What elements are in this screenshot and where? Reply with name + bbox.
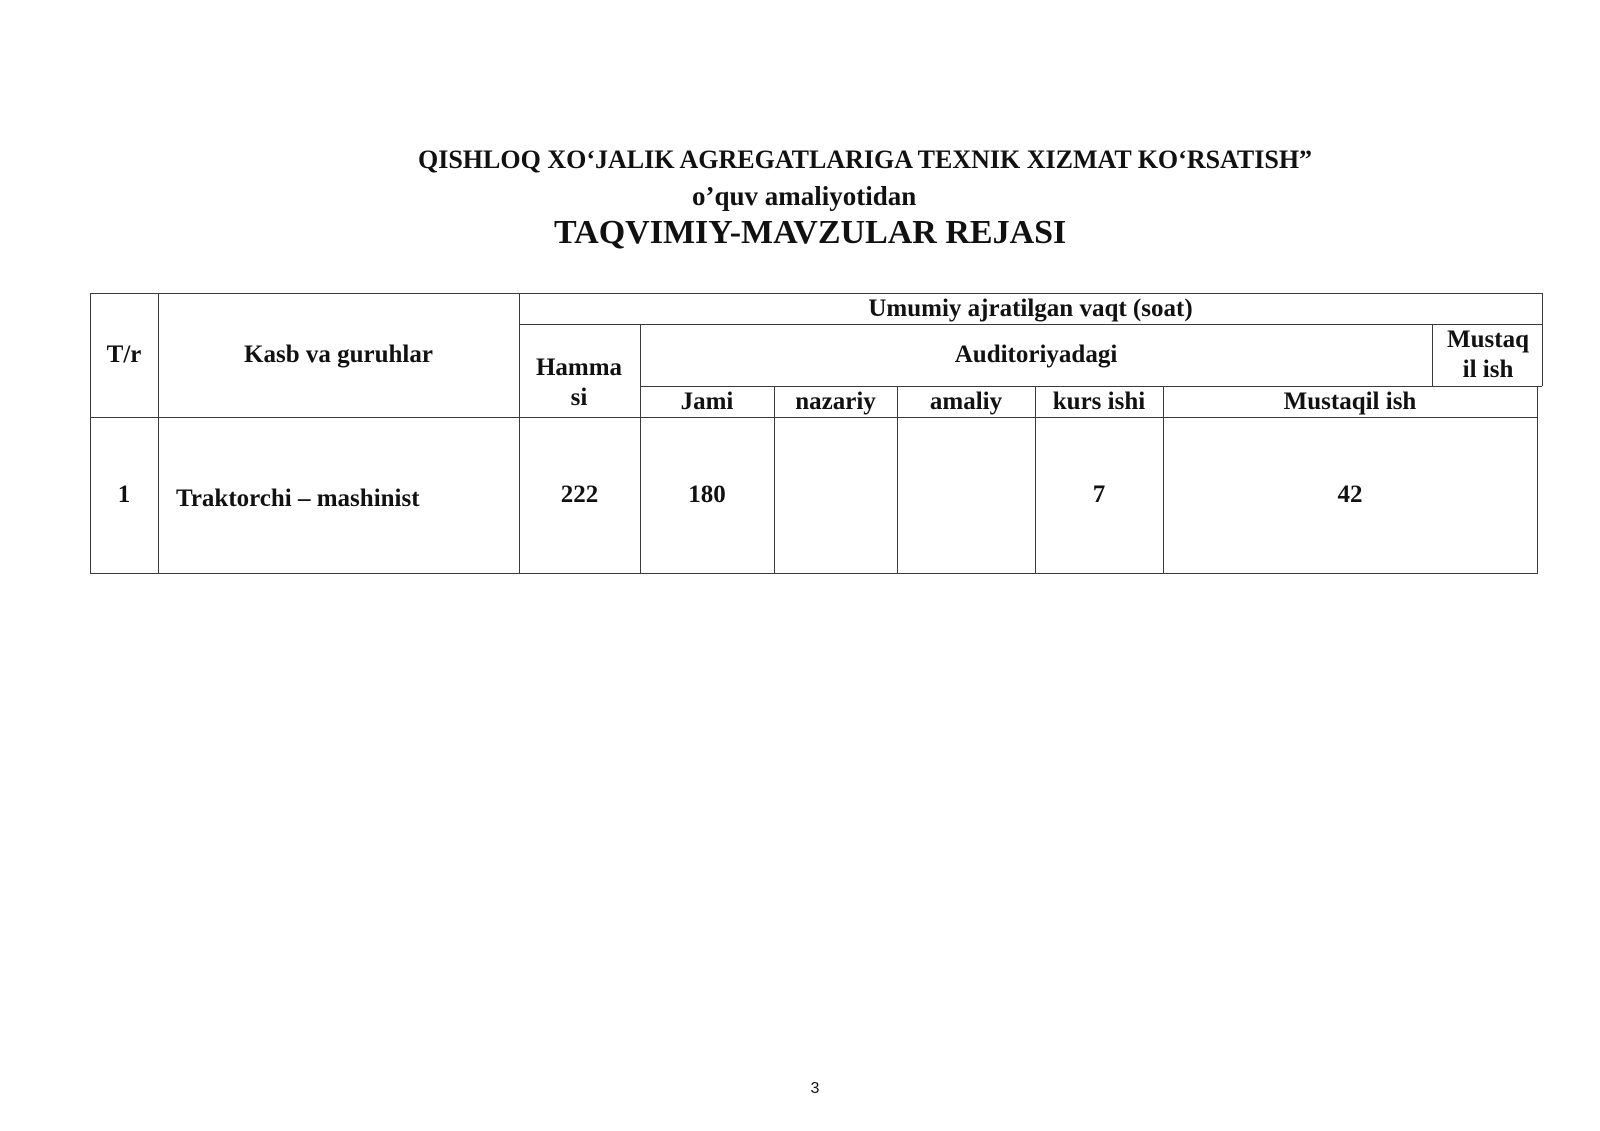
header-mustaqil-ish: Mustaqil ish (1283, 387, 1417, 415)
header-tr: T/r (106, 341, 142, 368)
cell-amaliy (897, 417, 1035, 573)
cell-jami: 180 (688, 481, 726, 508)
cell-kasb: Traktorchi – mashinist (176, 485, 420, 512)
table-border-right-upper (1542, 293, 1543, 386)
header-nazariy: nazariy (795, 387, 876, 415)
table-border-right-lower (1537, 386, 1538, 574)
cell-nazariy (774, 417, 897, 573)
table-line-before-mustaqil-top (1432, 324, 1433, 386)
header-jami: Jami (680, 387, 734, 415)
cell-mustaqil-ish: 42 (1337, 481, 1363, 508)
page-number: 3 (810, 1080, 820, 1097)
header-hammasi: Hamma si (535, 353, 623, 411)
document-title-main: TAQVIMIY-MAVZULAR REJASI (554, 214, 1067, 251)
header-umumiy-ajratilgan-vaqt: Umumiy ajratilgan vaqt (soat) (868, 294, 1193, 322)
header-kasb-va-guruhlar: Kasb va guruhlar (244, 341, 433, 368)
header-mustaqil-ish-top: Mustaq il ish (1447, 326, 1529, 383)
header-auditoriyadagi: Auditoriyadagi (954, 341, 1118, 368)
document-title-line1: QISHLOQ XO‘JALIK AGREGATLARIGA TEXNIK XIZMAT KO‘RSATISH” (418, 145, 1313, 174)
header-kurs-ishi: kurs ishi (1052, 387, 1146, 415)
cell-tr: 1 (117, 481, 131, 508)
cell-kurs-ishi: 7 (1092, 481, 1106, 508)
cell-hammasi: 222 (560, 481, 599, 508)
header-amaliy: amaliy (929, 387, 1003, 415)
document-title-line2: o’quv amaliyotidan (692, 181, 917, 211)
